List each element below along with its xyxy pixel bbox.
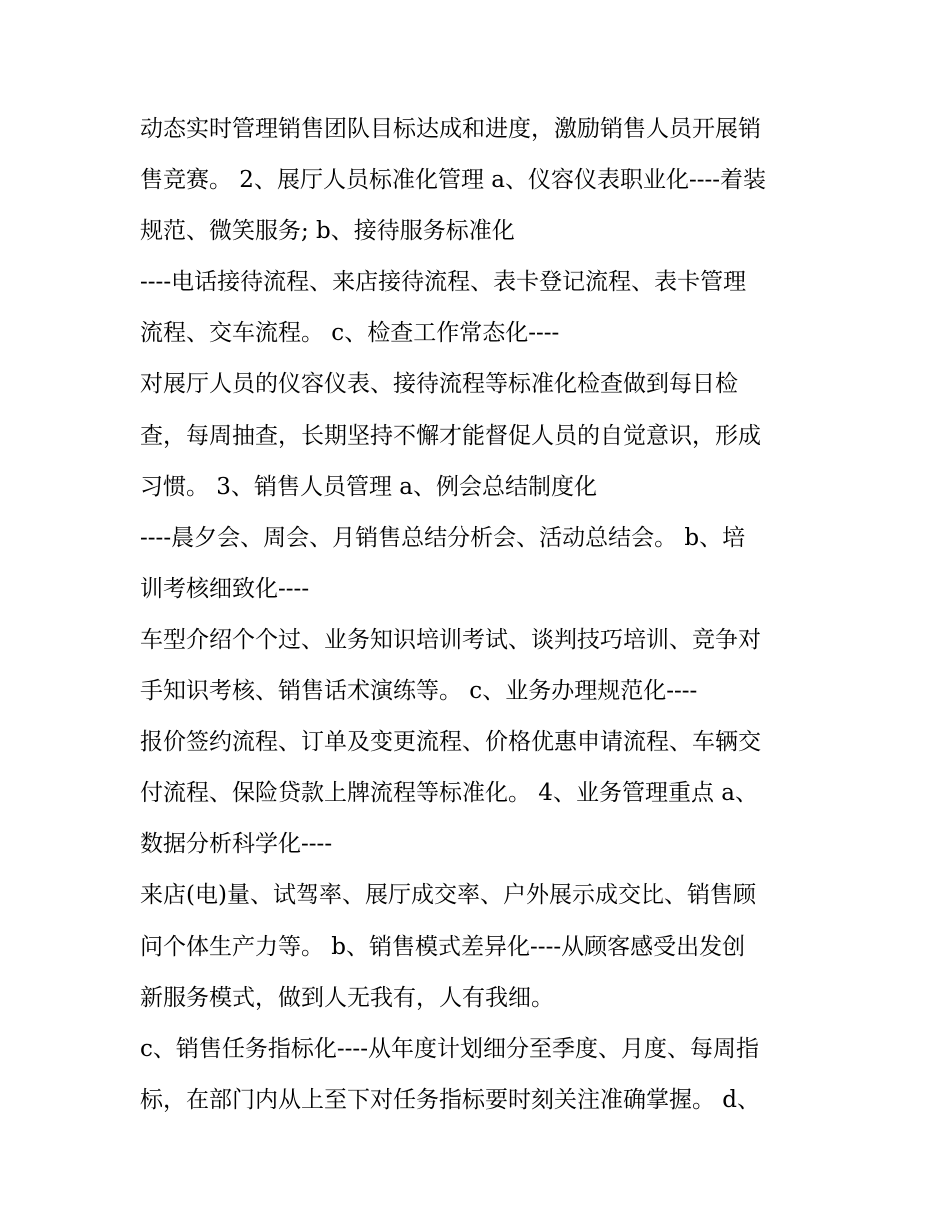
text-line: ----晨夕会、周会、月销售总结分析会、活动总结会。 b、培	[140, 524, 746, 551]
text-line: 来店(电)量、试驾率、展厅成交率、户外展示成交比、销售顾	[140, 882, 756, 909]
text-line: 报价签约流程、订单及变更流程、价格优惠申请流程、车辆交	[140, 729, 761, 756]
text-line: ----电话接待流程、来店接待流程、表卡登记流程、表卡管理	[140, 269, 747, 296]
text-line: 对展厅人员的仪容仪表、接待流程等标准化检查做到每日检	[140, 371, 738, 398]
text-line: 规范、微笑服务; b、接待服务标准化	[140, 218, 515, 245]
text-line: 手知识考核、销售话术演练等。 c、业务办理规范化----	[140, 678, 698, 705]
text-line: 查，每周抽查，长期坚持不懈才能督促人员的自觉意识，形成	[140, 422, 761, 449]
text-line: 问个体生产力等。 b、销售模式差异化----从顾客感受出发创	[140, 933, 746, 960]
document-body	[140, 104, 830, 1126]
text-line: 付流程、保险贷款上牌流程等标准化。 4、业务管理重点 a、	[140, 780, 758, 807]
text-line: 标，在部门内从上至下对任务指标要时刻关注准确掌握。 d、	[140, 1086, 761, 1113]
text-line: 流程、交车流程。 c、检查工作常态化----	[140, 320, 560, 347]
text-line: c、销售任务指标化----从年度计划细分至季度、月度、每周指	[140, 1035, 759, 1062]
text-line: 新服务模式，做到人无我有，人有我细。	[140, 984, 554, 1011]
text-line: 数据分析科学化----	[140, 831, 333, 858]
text-line: 训考核细致化----	[140, 575, 310, 602]
text-line: 车型介绍个个过、业务知识培训考试、谈判技巧培训、竞争对	[140, 626, 761, 653]
text-line: 售竞赛。 2、展厅人员标准化管理 a、仪容仪表职业化----着装	[140, 167, 767, 194]
text-line: 动态实时管理销售团队目标达成和进度，激励销售人员开展销	[140, 116, 761, 142]
text-line: 习惯。 3、销售人员管理 a、例会总结制度化	[140, 473, 597, 500]
